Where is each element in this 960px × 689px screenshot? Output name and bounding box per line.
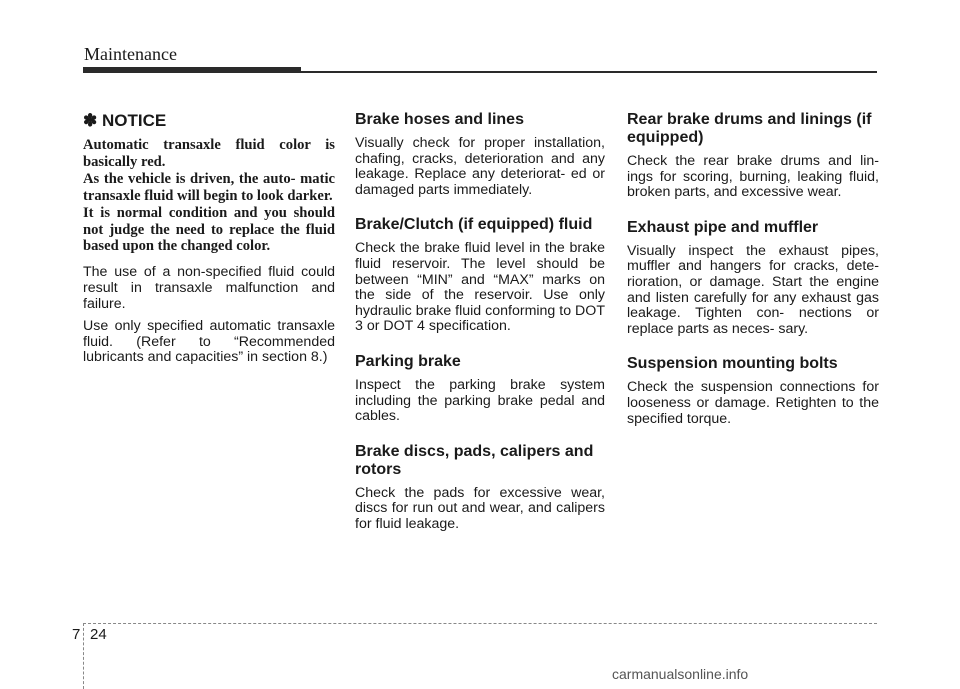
watermark: carmanualsonline.info (612, 666, 749, 682)
section-exhaust (627, 219, 879, 338)
column-notice (83, 111, 335, 373)
section-body: Check the pads for excessive wear, discs for run out and wear, and calipers for fluid leakage. (355, 484, 605, 532)
column-right (627, 111, 879, 445)
section-body: Check the brake fluid level in the brake fluid reservoir. The level should be between “MIN” and “MAX” marks on the side of the reservoir. Use only hydraulic brake fluid conforming to DOT 3 or DOT 4 specification. (355, 240, 605, 335)
section-body: Check the rear brake drums and lin- ings for scoring, burning, leaking fluid, broken parts, and excessive wear. (627, 153, 879, 201)
section-suspension (627, 355, 879, 427)
section-parking-brake (355, 353, 605, 425)
section-brake-discs (355, 443, 605, 533)
section-heading: Brake/Clutch (if equipped) fluid (355, 216, 593, 234)
section-brake-fluid (355, 216, 605, 335)
section-body: Check the suspension connections for looseness or damage. Retighten to the specified torque. (627, 379, 879, 427)
chapter-number: 7 (72, 626, 81, 643)
section-rear-brake-drums (627, 111, 879, 201)
notice-line: Automatic transaxle fluid color is basically red. (83, 137, 335, 170)
header-rule-thin (301, 71, 877, 73)
column-middle (355, 111, 605, 551)
section-heading: Brake hoses and lines (355, 111, 524, 128)
notice-heading: ✽ NOTICE (83, 111, 167, 130)
section-body: Visually inspect the exhaust pipes, muffler and hangers for cracks, dete- rioration, or damage. Start the engine and listen carefully for any exhaust gas leakage. Tighten con- nections or replace parts as neces- sary. (627, 242, 879, 337)
section-title: Maintenance (84, 44, 177, 64)
notice-bold-text (83, 137, 335, 255)
footer-divider (83, 623, 84, 689)
notice-paragraph: Use only specified automatic transaxle fluid. (Refer to “Recommended lubricants and capacities” in section 8.) (83, 318, 335, 366)
notice-line: As the vehicle is driven, the auto- matic transaxle fluid will begin to look darker. (83, 170, 335, 204)
section-heading: Exhaust pipe and muffler (627, 218, 819, 236)
header-rule-thick (83, 67, 301, 73)
section-body: Visually check for proper installation, chafing, cracks, deterioration and any leakage. Replace any deteriorat- ed or damaged parts immediately. (355, 135, 605, 198)
notice-line: It is normal condition and you should not judge the need to replace the fluid based upon the changed color. (83, 204, 335, 255)
section-brake-hoses (355, 111, 605, 198)
section-body: Inspect the parking brake system including the parking brake pedal and cables. (355, 376, 605, 425)
page-number: 24 (90, 626, 107, 643)
section-heading: Rear brake drums and linings (if equipped) (627, 111, 872, 146)
footer-rule (83, 623, 877, 624)
section-heading: Suspension mounting bolts (627, 355, 838, 373)
section-heading: Brake discs, pads, calipers and rotors (355, 442, 594, 478)
section-heading: Parking brake (355, 352, 461, 370)
notice-paragraph: The use of a non-specified fluid could result in transaxle malfunction and failure. (83, 264, 335, 312)
